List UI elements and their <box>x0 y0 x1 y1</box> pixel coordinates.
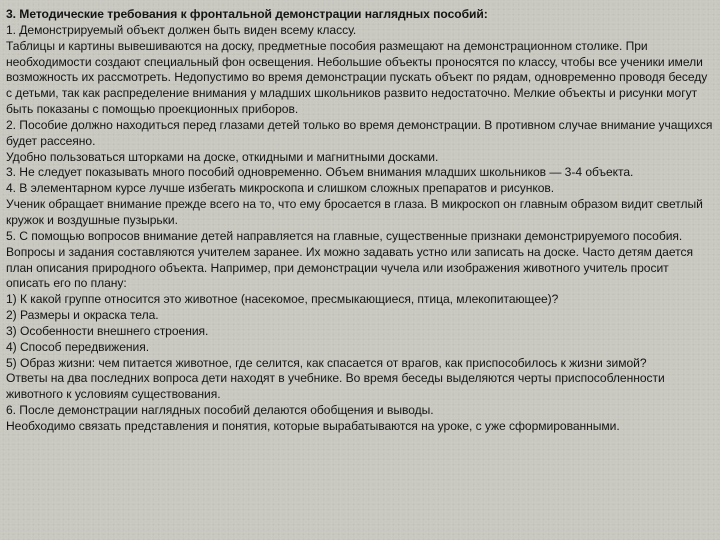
paragraph-8: 5. С помощью вопросов внимание детей направляется на главные, существенные признаки демонстрируемого пособия. <box>6 228 683 243</box>
paragraph-3: 2. Пособие должно находиться перед глазами детей только во время демонстрации. В противном случае внимание учащихся будет рассеяно. <box>6 117 713 148</box>
plan-item-2: 2) Размеры и окраска тела. <box>6 308 159 323</box>
section-title: 3. Методические требования к фронтальной демонстрации наглядных пособий: <box>6 7 488 21</box>
plan-item-4: 4) Способ передвижения. <box>6 339 150 354</box>
paragraph-4: Удобно пользоваться шторками на доске, откидными и магнитными досками. <box>6 149 439 164</box>
plan-item-1: 1) К какой группе относится это животное (насекомое, пресмыкающиеся, птица, млекопитающее)? <box>6 292 559 307</box>
plan-item-3: 3) Особенности внешнего строения. <box>6 323 209 338</box>
paragraph-11: 6. После демонстрации наглядных пособий делаются обобщения и выводы. <box>6 403 434 418</box>
paragraph-9: Вопросы и задания составляются учителем заранее. Их можно задавать устно или записать на доске. Часто детям дается план описания природного объекта. Например, при демонстрации чучела или изображения животного учитель просит описать его по плану: <box>6 244 693 291</box>
paragraph-7: Ученик обращает внимание прежде всего на то, что ему бросается в глаза. В микроскоп он главным образом видит светлый кружок и воздушные пузырьки. <box>6 197 703 227</box>
paragraph-5: 3. Не следует показывать много пособий одновременно. Объем внимания младших школьников — 3-4 объекта. <box>6 165 634 180</box>
paragraph-6: 4. В элементарном курсе лучше избегать микроскопа и слишком сложных препаратов и рисунков. <box>6 181 555 196</box>
paragraph-10: Ответы на два последних вопроса дети находят в учебнике. Во время беседы выделяются черты приспособленности животного к условиям существования. <box>6 371 665 402</box>
slide-text-block <box>6 7 714 435</box>
plan-item-5: 5) Образ жизни: чем питается животное, где селится, как спасается от врагов, как приспособилось к жизни зимой? <box>6 355 647 370</box>
paragraph-2: Таблицы и картины вывешиваются на доску, предметные пособия размещают на демонстрационном столике. При необходимости создают специальный фон освещения. Небольшие объекты проносятся по классу, чтобы все ученики имели возможность их рассмотреть. Недопустимо во время демонстрации пускать объект по рядам, одновременно проводя беседу с детьми, так как распределение внимания у младших школьников развито недостаточно. Мелкие объекты и рисунки могут быть показаны с помощью проекционных приборов. <box>6 38 708 117</box>
paragraph-12: Необходимо связать представления и понятия, которые вырабатываются на уроке, с уже сформированными. <box>6 418 620 433</box>
paragraph-1: 1. Демонстрируемый объект должен быть виден всему классу. <box>6 22 357 37</box>
